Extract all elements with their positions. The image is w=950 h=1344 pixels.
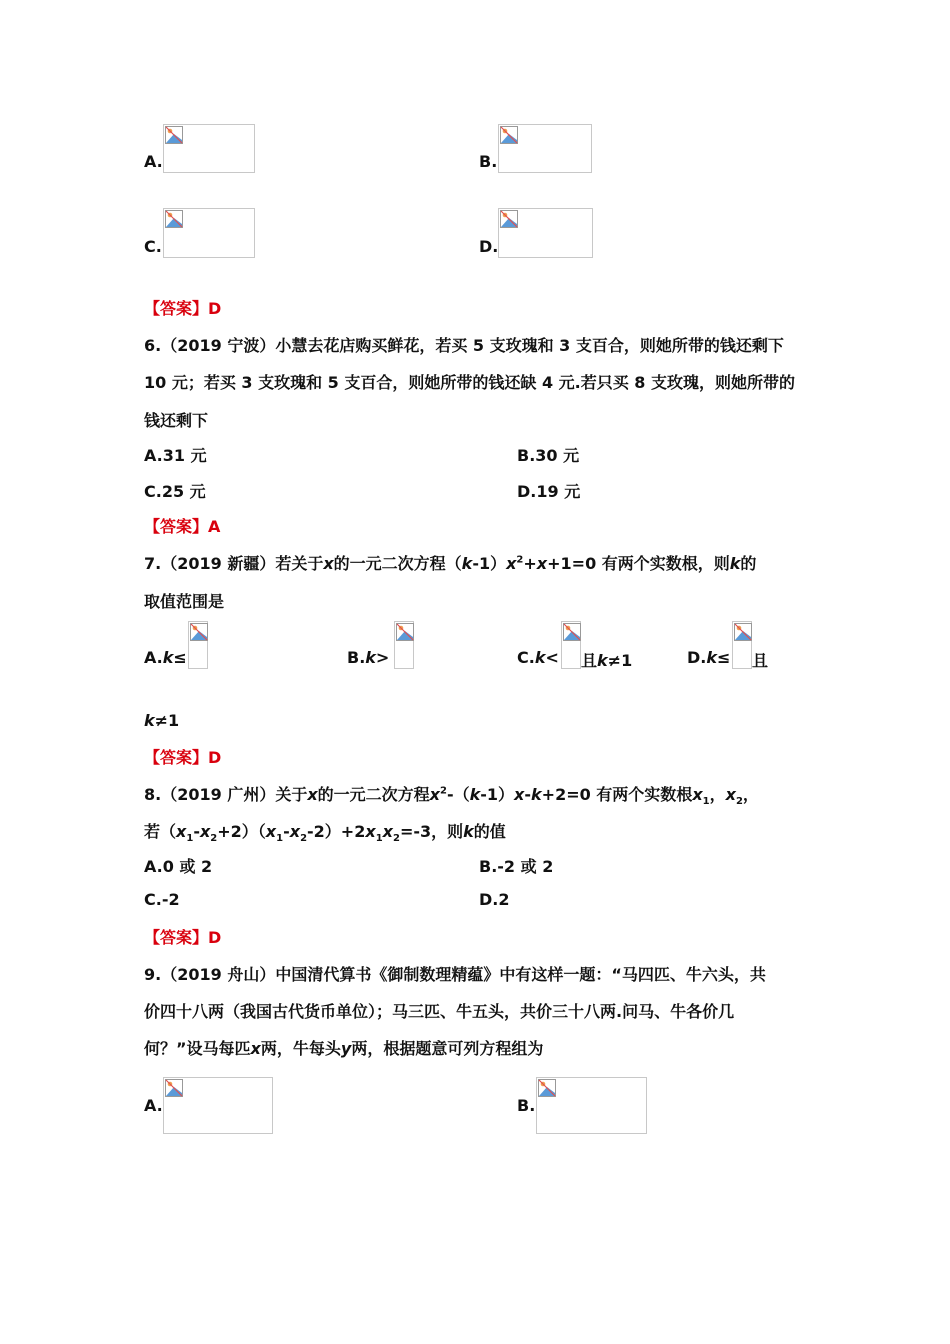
q5-option-b-image bbox=[498, 124, 592, 173]
operator: > bbox=[375, 648, 390, 667]
q6-option-a: A.31 元 bbox=[144, 446, 207, 465]
q8-text-line-1 bbox=[144, 782, 759, 807]
text-seg: 若（ bbox=[144, 822, 177, 841]
var-x: x bbox=[514, 785, 525, 804]
q7-seg: -1） bbox=[472, 554, 507, 573]
var-x: x bbox=[250, 1039, 261, 1058]
q7-text-line-2: 取值范围是 bbox=[144, 592, 225, 611]
var-k: k bbox=[162, 648, 174, 667]
exponent: 2 bbox=[516, 554, 524, 566]
q9-text-line-2: 价四十八两（我国古代货币单位）；马三匹、牛五头，共价三十八两.问马、牛各价几 bbox=[144, 1002, 735, 1021]
q9-option-b-label: B. bbox=[517, 1096, 536, 1115]
q9-option-a-label: A. bbox=[144, 1096, 163, 1115]
option-letter: B. bbox=[347, 648, 366, 667]
q9-option-a-image bbox=[163, 1077, 273, 1134]
q5-option-b-label: B. bbox=[479, 152, 498, 171]
exponent: 2 bbox=[440, 785, 447, 797]
var-k: k bbox=[469, 785, 481, 804]
q5-option-a-label: A. bbox=[144, 152, 163, 171]
q7-option-c-image bbox=[561, 621, 581, 669]
subscript: 2 bbox=[210, 833, 218, 845]
q7-option-b bbox=[347, 648, 389, 667]
broken-image-icon bbox=[734, 623, 752, 641]
q9-text-line-3 bbox=[144, 1036, 543, 1059]
q7-option-a-image bbox=[188, 621, 208, 669]
q6-text-line-2: 10 元；若买 3 支玫瑰和 5 支百合，则她所带的钱还缺 4 元.若只买 8 支玫瑰，则她所带的 bbox=[144, 373, 796, 392]
q8-text-line-2 bbox=[144, 819, 506, 844]
subscript: 1 bbox=[186, 833, 194, 845]
q8-option-d: D.2 bbox=[479, 890, 510, 909]
q7-option-b-image bbox=[394, 621, 414, 669]
q7-option-d-continued bbox=[144, 711, 179, 730]
var-x: x bbox=[382, 822, 393, 841]
text-seg: 8.（2019 广州）关于 bbox=[144, 785, 308, 804]
q7-option-c-tail bbox=[581, 648, 632, 671]
var-x: x bbox=[365, 822, 376, 841]
text-seg: 何？”设马每匹 bbox=[144, 1039, 251, 1058]
var-x: x bbox=[506, 554, 517, 573]
var-k: k bbox=[706, 648, 717, 667]
q7-option-c bbox=[517, 648, 559, 667]
var-x: x bbox=[725, 785, 736, 804]
var-k: k bbox=[531, 785, 542, 804]
q5-option-c-image bbox=[163, 208, 255, 258]
var-x: x bbox=[429, 785, 440, 804]
q6-option-b: B.30 元 bbox=[517, 446, 580, 465]
text-seg: 的一元二次方程 bbox=[317, 785, 430, 804]
broken-image-icon bbox=[165, 210, 183, 228]
q8-option-c: C.-2 bbox=[144, 890, 180, 909]
operator: < bbox=[545, 648, 559, 667]
var-k: k bbox=[597, 651, 608, 670]
broken-image-icon bbox=[396, 623, 414, 641]
text-seg: 两，根据题意可列方程组为 bbox=[351, 1039, 544, 1058]
var-x: x bbox=[199, 822, 211, 841]
subscript: 1 bbox=[375, 833, 383, 845]
option-letter: C. bbox=[517, 648, 535, 667]
q7-seg: 的 bbox=[740, 554, 757, 573]
q7-text-line-1 bbox=[144, 551, 756, 574]
var-x: x bbox=[536, 554, 548, 573]
q6-text-line-3: 钱还剩下 bbox=[144, 411, 209, 430]
q7-answer: 【答案】D bbox=[144, 748, 222, 767]
text-seg: ， bbox=[709, 785, 726, 804]
text-seg: 且 bbox=[581, 651, 598, 670]
text-seg: - bbox=[193, 822, 200, 841]
text-seg: ， bbox=[742, 785, 759, 804]
text-seg: -（ bbox=[446, 785, 470, 804]
var-k: k bbox=[534, 648, 546, 667]
q7-seg: + bbox=[523, 554, 537, 573]
subscript: 2 bbox=[735, 796, 743, 808]
var-x: x bbox=[289, 822, 301, 841]
subscript: 1 bbox=[702, 796, 710, 808]
broken-image-icon bbox=[563, 623, 581, 641]
var-x: x bbox=[323, 554, 334, 573]
q5-option-d-image bbox=[498, 208, 593, 258]
text-seg: =-3，则 bbox=[399, 822, 464, 841]
q9-option-b-image bbox=[536, 1077, 647, 1134]
var-x: x bbox=[307, 785, 318, 804]
q5-option-a-image bbox=[163, 124, 255, 173]
q7-option-d-tail: 且 bbox=[752, 651, 769, 670]
q8-option-b: B.-2 或 2 bbox=[479, 857, 554, 876]
text-seg: - bbox=[283, 822, 290, 841]
text-seg: +2）（ bbox=[217, 822, 266, 841]
q6-option-d: D.19 元 bbox=[517, 482, 581, 501]
var-k: k bbox=[144, 711, 155, 730]
broken-image-icon bbox=[500, 126, 518, 144]
q7-option-d-image bbox=[732, 621, 752, 669]
text-seg: +2=0 有两个实数根 bbox=[541, 785, 693, 804]
q5-option-c-label: C. bbox=[144, 237, 162, 256]
var-k: k bbox=[461, 554, 473, 573]
q5-option-d-label: D. bbox=[479, 237, 499, 256]
text-seg: -1） bbox=[480, 785, 515, 804]
var-k: k bbox=[729, 554, 741, 573]
subscript: 2 bbox=[300, 833, 308, 845]
broken-image-icon bbox=[165, 1079, 183, 1097]
text-seg: - bbox=[524, 785, 532, 804]
option-letter: A. bbox=[144, 648, 163, 667]
var-x: x bbox=[265, 822, 277, 841]
text-seg: ≠1 bbox=[607, 651, 633, 670]
q6-answer: 【答案】A bbox=[144, 517, 221, 536]
q7-seg: 7.（2019 新疆）若关于 bbox=[144, 554, 324, 573]
broken-image-icon bbox=[500, 210, 518, 228]
operator: ≤ bbox=[173, 648, 187, 667]
broken-image-icon bbox=[165, 126, 183, 144]
var-y: y bbox=[340, 1039, 352, 1058]
q9-text-line-1: 9.（2019 舟山）中国清代算书《御制数理精蕴》中有这样一题：“马四匹、牛六头，共 bbox=[144, 965, 766, 984]
q7-option-a bbox=[144, 648, 187, 667]
broken-image-icon bbox=[538, 1079, 556, 1097]
text-seg: 的值 bbox=[473, 822, 506, 841]
q7-option-d bbox=[687, 648, 730, 667]
q8-option-a: A.0 或 2 bbox=[144, 857, 213, 876]
q7-seg: +1=0 有两个实数根，则 bbox=[547, 554, 730, 573]
var-x: x bbox=[176, 822, 187, 841]
var-k: k bbox=[365, 648, 376, 667]
text-seg: ≠1 bbox=[154, 711, 180, 730]
subscript: 2 bbox=[392, 833, 400, 845]
broken-image-icon bbox=[190, 623, 208, 641]
text-seg: 两，牛每头 bbox=[260, 1039, 341, 1058]
subscript: 1 bbox=[276, 833, 284, 845]
text-seg: -2）+2 bbox=[307, 822, 366, 841]
q6-option-c: C.25 元 bbox=[144, 482, 206, 501]
q6-text-line-1: 6.（2019 宁波）小慧去花店购买鲜花，若买 5 支玫瑰和 3 支百合，则她所带的钱还剩下 bbox=[144, 336, 784, 355]
operator: ≤ bbox=[717, 648, 731, 667]
option-letter: D. bbox=[687, 648, 707, 667]
q7-seg: 的一元二次方程（ bbox=[333, 554, 462, 573]
var-x: x bbox=[692, 785, 703, 804]
var-k: k bbox=[463, 822, 474, 841]
q5-answer: 【答案】D bbox=[144, 299, 222, 318]
q8-answer: 【答案】D bbox=[144, 928, 222, 947]
